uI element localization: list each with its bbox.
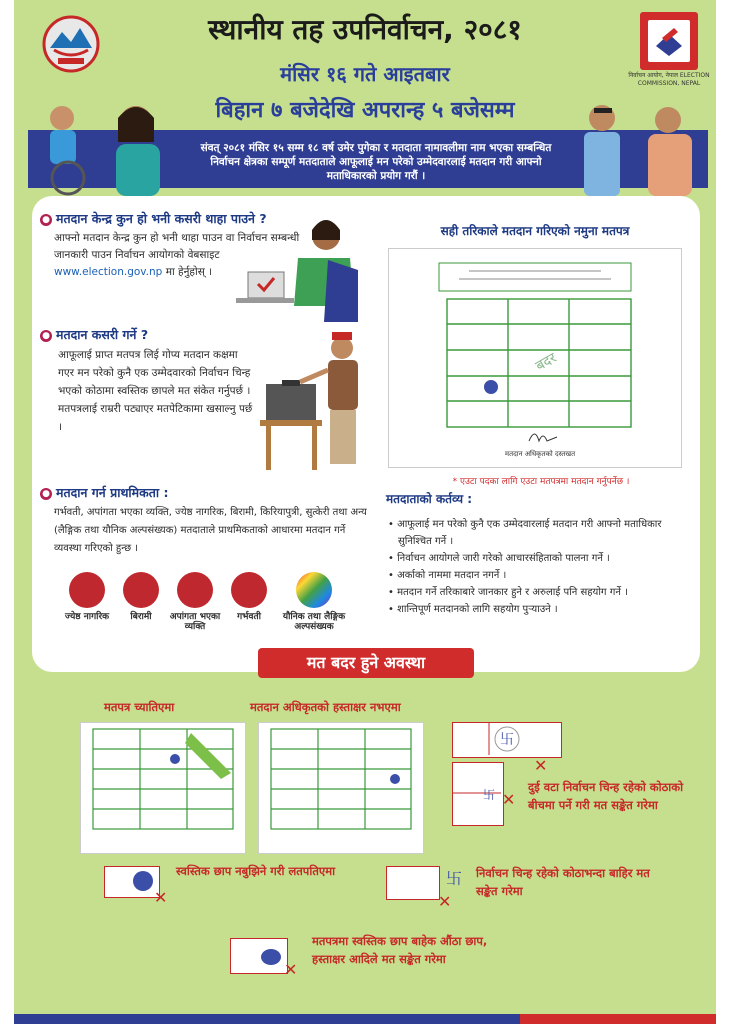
man-ballot-box-illustration xyxy=(256,324,374,474)
voting-hours: बिहान ७ बजेदेखि अपरान्ह ५ बजेसम्म xyxy=(215,98,515,123)
category-lgbt: यौनिक तथा लैङ्गिक अल्पसंख्यक xyxy=(276,572,352,632)
duties-list xyxy=(388,516,688,618)
ballot-grid xyxy=(389,249,681,467)
category-sick: बिरामी xyxy=(106,572,176,622)
rainbow-icon xyxy=(296,572,332,608)
invalid-heading: मत बदर हुने अवस्था xyxy=(258,648,474,678)
other-mark-example xyxy=(230,938,288,974)
stamp-text: बदर xyxy=(533,350,560,375)
between-symbols-example xyxy=(452,762,504,826)
voters-illustration-left xyxy=(30,92,180,196)
list-item: • मतदान गर्ने तरिकाबारे जानकार हुने र अरुलाई पनि सहयोग गर्ने । xyxy=(388,587,628,598)
ballot-box-icon xyxy=(648,20,690,62)
category-disabled: अपांगता भएका व्यक्ति xyxy=(160,572,230,632)
list-item: • आफूलाई मन परेको कुनै एक उम्मेदवारलाई मतदान गरी आफ्नो मताधिकार सुनिश्चित गर्ने । xyxy=(388,519,662,547)
page-title: स्थानीय तह उपनिर्वाचन, २०८१ xyxy=(208,13,522,46)
ec-logo-text: निर्वाचन आयोग, नेपाल ELECTION COMMISSION, NEPAL xyxy=(628,72,710,87)
list-item: • शान्तिपूर्ण मतदानको लागि सहयोग पुर्‍याउने । xyxy=(388,604,558,615)
signature-label: मतदान अधिकृतको दस्तखत xyxy=(504,450,576,458)
swastika-mark-icon: 卐 xyxy=(446,869,463,888)
smudged-label: स्वस्तिक छाप नबुझिने गरी लतपतिएमा xyxy=(176,864,336,878)
outside-example xyxy=(386,866,440,900)
how-vote-heading: ● मतदान कसरी गर्ने ? xyxy=(40,326,148,343)
svg-text:卐: 卐 xyxy=(482,788,496,802)
right-margin xyxy=(716,0,731,1024)
torn-ballot xyxy=(80,722,246,854)
two-symbols-example xyxy=(452,722,562,758)
torn-label: मतपत्र च्यातिएमा xyxy=(104,700,175,714)
sample-ballot xyxy=(388,248,682,468)
priority-heading: ● मतदान गर्न प्राथमिकता : xyxy=(40,484,168,501)
how-vote-text: आफूलाई प्राप्त मतपत्र लिई गोप्य मतदान कक्षमा गएर मन परेको कुनै एक उम्मेदवारको निर्वाचन चिन्ह भएको कोठामा स्वस्तिक छापले मत संकेत गर्नुपर्छ । मतपत्रलाई राम्ररी पट्याएर मतपेटिकामा खसाल्नु पर्छ । xyxy=(58,349,253,433)
smudged-example xyxy=(104,866,160,898)
duties-heading: मतदाताको कर्तव्य : xyxy=(386,492,473,506)
find-center-text: आफ्नो मतदान केन्द्र कुन हो भनी थाहा पाउन वा निर्वाचन सम्बन्धी जानकारी पाउन निर्वाचन आयोगको वेबसाइट www.election.gov.np मा हेर्नुहोस् । xyxy=(54,232,300,278)
list-item: • निर्वाचन आयोगले जारी गरेको आचारसंहिताको पालना गर्ने । xyxy=(388,553,610,564)
category-pregnant: गर्भवती xyxy=(214,572,284,622)
no-signature-label: मतदान अधिकृतको हस्ताक्षर नभएमा xyxy=(250,700,401,714)
svg-text:卐: 卐 xyxy=(500,732,514,748)
bullet-icon: ● xyxy=(40,330,52,342)
bullet-icon: ● xyxy=(40,488,52,500)
nepal-emblem-icon xyxy=(38,14,104,74)
banner-text: संवत् २०८१ मंसिर १५ सम्म १८ वर्ष उमेर पुगेका र मतदाता नामावलीमा नाम भएका सम्बन्धित निर्वाचन क्षेत्रका सम्पूर्ण मतदाताले आफूलाई मन परेको उम्मेदवारलाई मतदान गरी आफ्नो मताधिकारको प्रयोग गरौं । xyxy=(200,142,552,182)
find-center-heading: ● मतदान केन्द्र कुन हो भनी कसरी थाहा पाउने ? xyxy=(40,210,267,227)
cross-icon: ✕ xyxy=(284,960,298,979)
other-mark-label: मतपत्रमा स्वस्तिक छाप बाहेक औंठा छाप, हस्ताक्षर आदिले मत सङ्केत गरेमा xyxy=(312,934,488,966)
cross-icon: ✕ xyxy=(438,892,452,911)
senior-icon xyxy=(69,572,105,608)
disabled-icon xyxy=(177,572,213,608)
sample-note: * एउटा पदका लागि एउटा मतपत्रमा मतदान गर्नुपर्नेछ । xyxy=(452,477,630,487)
left-margin xyxy=(0,0,14,1024)
sample-ballot-title: सही तरिकाले मतदान गरिएको नमुना मतपत्र xyxy=(440,224,630,238)
cross-icon: ✕ xyxy=(154,888,168,907)
cross-icon: ✕ xyxy=(502,790,516,809)
election-website-link[interactable]: www.election.gov.np xyxy=(54,266,163,278)
bottom-strip-red xyxy=(520,1014,731,1024)
election-date: मंसिर १६ गते आइतबार xyxy=(280,62,450,86)
two-symbols-label: दुई वटा निर्वाचन चिन्ह रहेको कोठाको बीचमा पर्ने गरी मत सङ्केत गरेमा xyxy=(528,780,684,812)
cross-icon: ✕ xyxy=(534,756,548,775)
voters-illustration-right xyxy=(556,94,708,196)
outside-label: निर्वाचन चिन्ह रहेको कोठाभन्दा बाहिर मत सङ्केत गरेमा xyxy=(476,866,650,898)
priority-text: गर्भवती, अपांगता भएका व्यक्ति, ज्येष्ठ नागरिक, बिरामी, किरियापुत्री, सुत्केरी तथा अन्य (लैङ्गिक तथा यौनिक अल्पसंख्यक) मतदाताले प्राथमिकताको आधारमा मतदान गर्ने व्यवस्था गरिएको हुन्छ । xyxy=(54,507,367,554)
pregnant-icon xyxy=(231,572,267,608)
woman-laptop-illustration xyxy=(228,210,358,322)
bullet-icon: ● xyxy=(40,214,52,226)
election-commission-logo xyxy=(640,12,698,70)
list-item: • अर्काको नाममा मतदान नगर्ने । xyxy=(388,570,507,581)
sick-icon xyxy=(123,572,159,608)
unsigned-ballot xyxy=(258,722,424,854)
category-senior: ज्येष्ठ नागरिक xyxy=(52,572,122,622)
